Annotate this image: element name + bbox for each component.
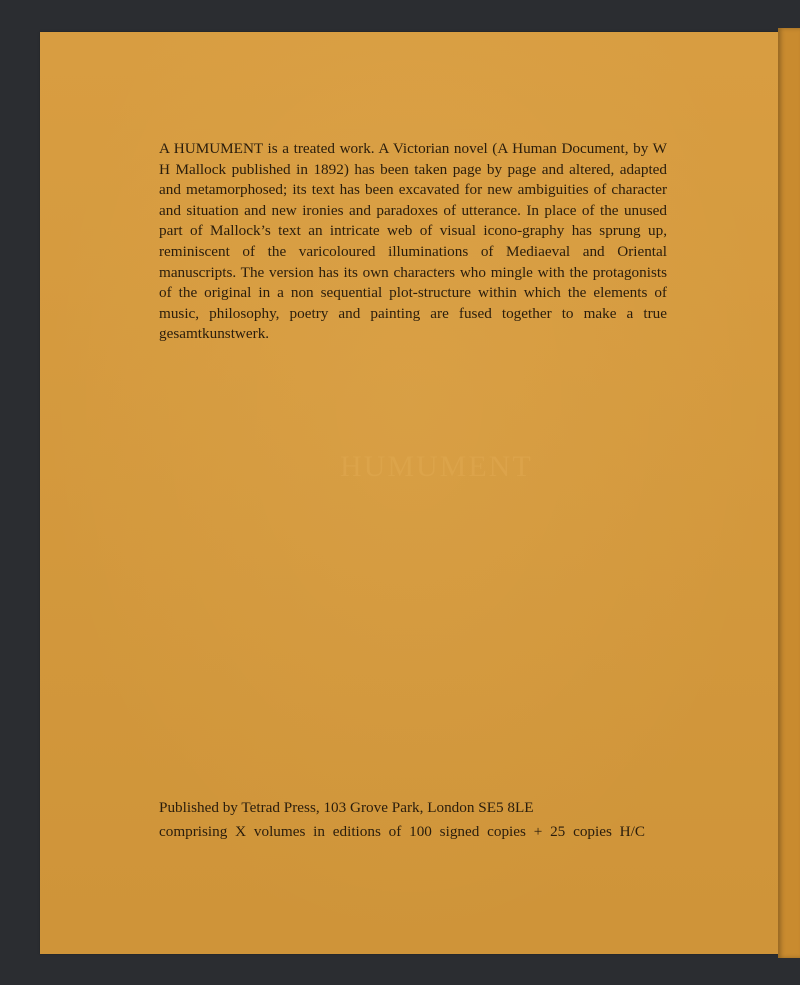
description-paragraph: A HUMUMENT is a treated work. A Victorian novel (A Human Document, by W H Mallock published in 1892) has been taken page by page and altered, adapted and metamorphosed; its text has been excavated for new ambiguities of character and situation and new ironies and paradoxes of utterance. In place of the unused part of Mallock’s text an intricate web of visual icono-graphy has sprung up, reminiscent of the varicoloured illuminations of Mediaeval and Oriental manuscripts. The version has its own characters who mingle with the protagonists of the original in a non sequential plot-structure within which the elements of music, philosophy, poetry and painting are fused together to make a true gesamtkunstwerk. xyxy=(159,140,667,343)
book-page xyxy=(40,32,778,954)
edition-line: comprising X volumes in editions of 100 signed copies + 25 copies H/C xyxy=(159,823,645,840)
show-through-watermark: HUMUMENT xyxy=(340,450,533,483)
next-page-edge xyxy=(778,28,800,958)
imprint-block xyxy=(159,796,679,844)
publisher-line: Published by Tetrad Press, 103 Grove Park, London SE5 8LE xyxy=(159,799,534,816)
